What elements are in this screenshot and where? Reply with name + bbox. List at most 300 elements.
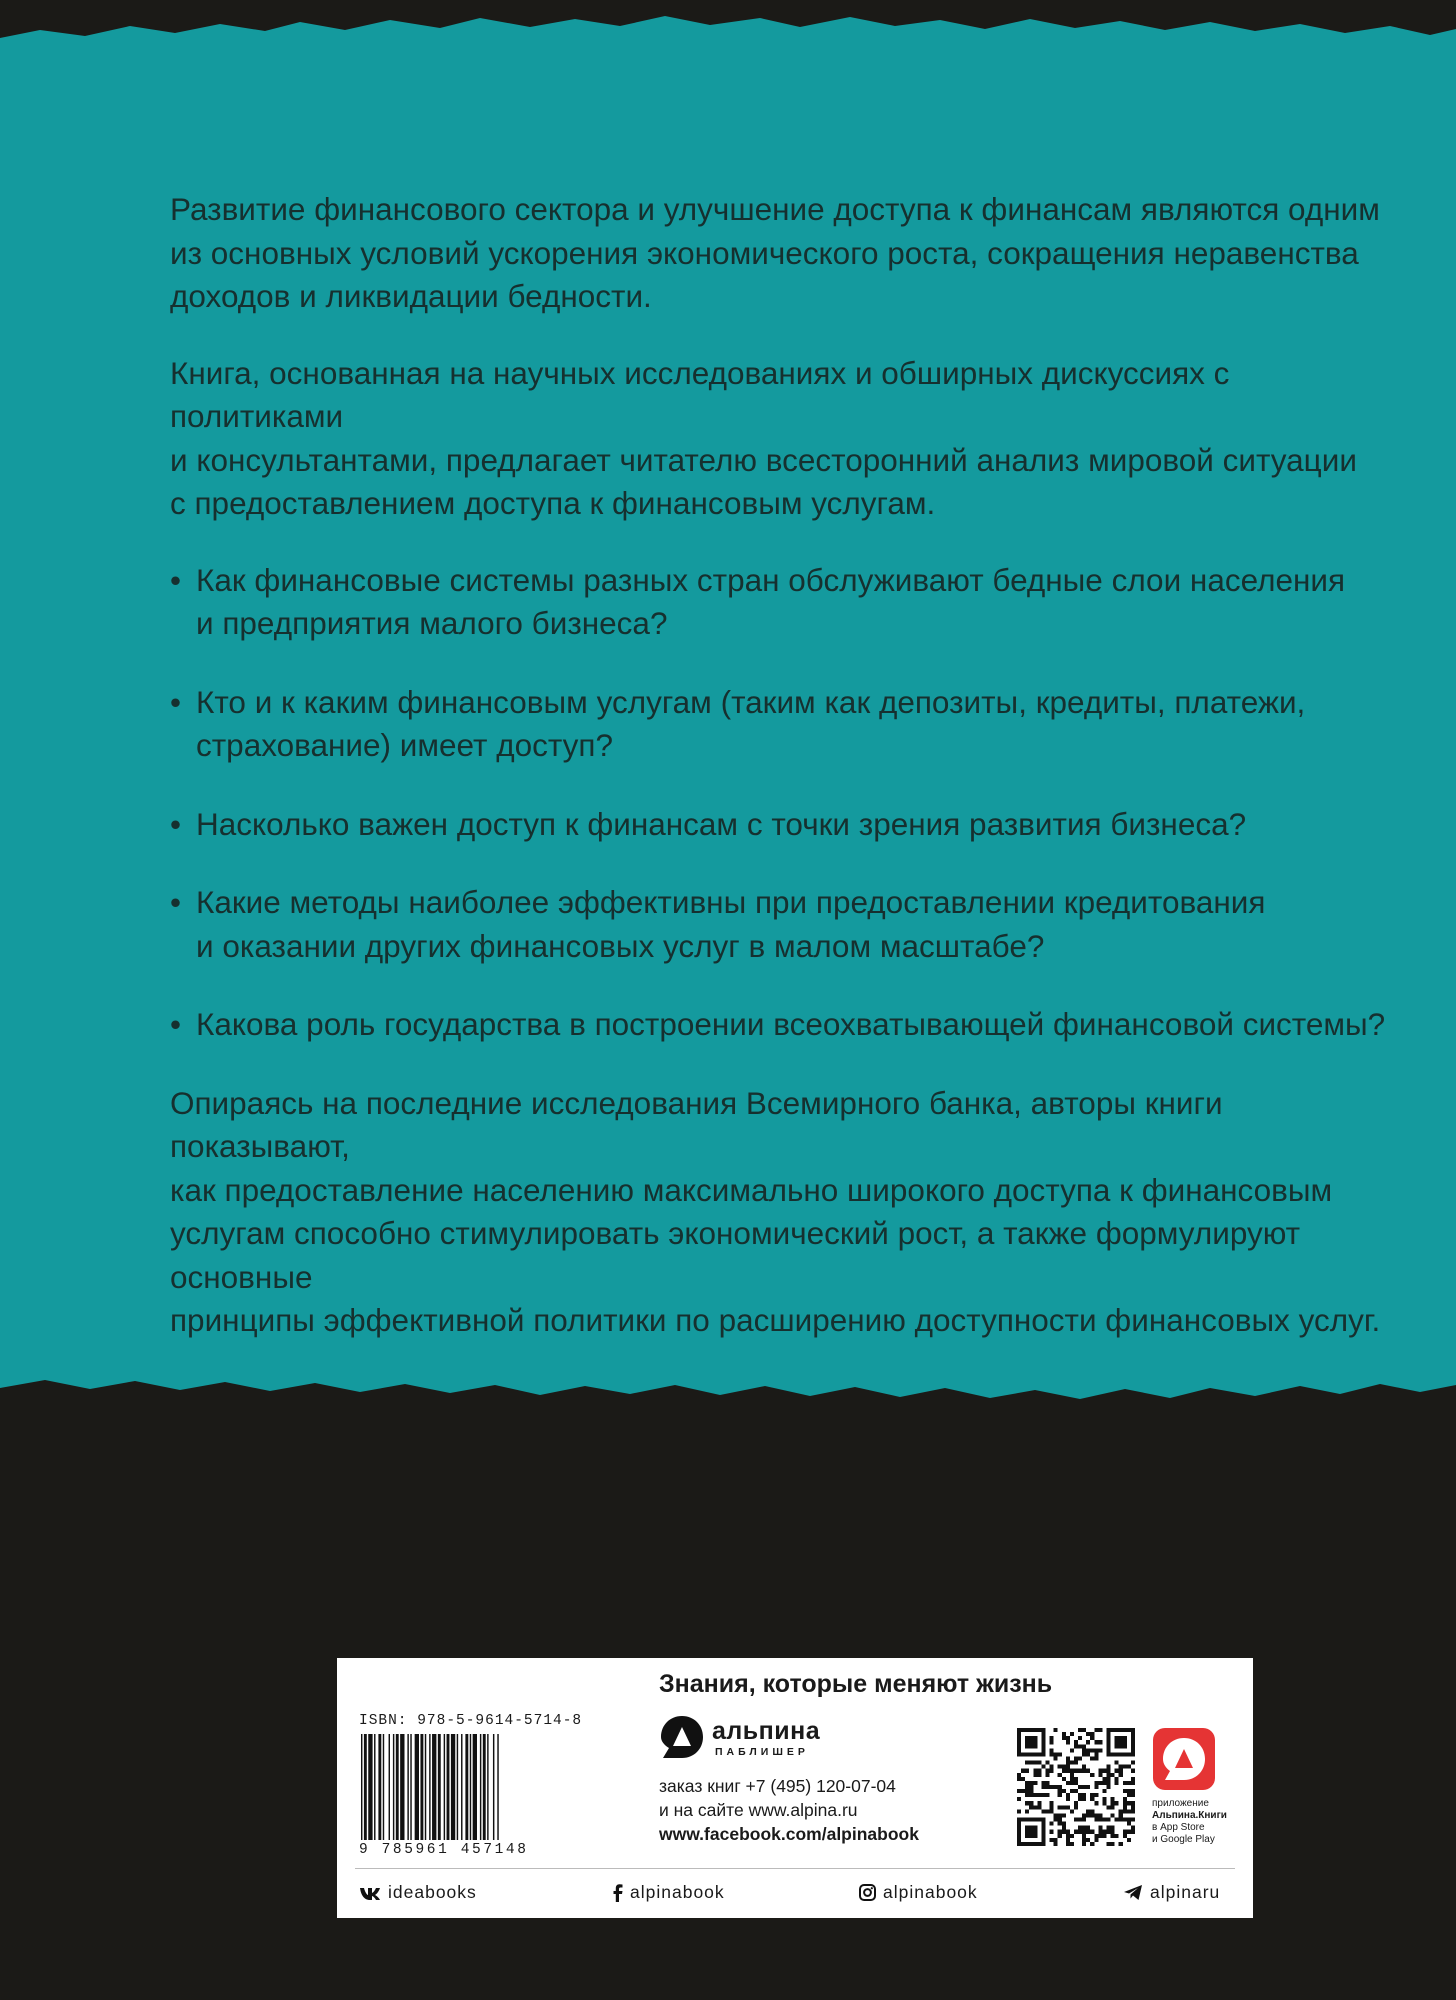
qr-module: [1115, 1781, 1119, 1785]
qr-module: [1029, 1801, 1033, 1805]
social-instagram[interactable]: [859, 1882, 978, 1903]
intro-paragraph: Развитие финансового сектора и улучшение доступа к финансам являются одним из основных условий ускорения экономического роста, сокращения неравенства доходов и ликвидации бедности.: [170, 191, 1380, 314]
qr-module: [1102, 1797, 1106, 1801]
qr-module: [1107, 1728, 1111, 1732]
qr-module: [1054, 1756, 1058, 1760]
qr-module: [1066, 1834, 1070, 1838]
qr-module: [1066, 1781, 1070, 1785]
qr-module: [1082, 1818, 1086, 1822]
qr-module: [1021, 1818, 1025, 1822]
qr-module: [1025, 1781, 1029, 1785]
qr-module: [1102, 1789, 1106, 1793]
barcode-bar: [415, 1734, 419, 1840]
qr-module: [1029, 1830, 1033, 1834]
publisher-slogan: Знания, которые меняют жизнь: [659, 1670, 1053, 1698]
qr-module: [1090, 1793, 1094, 1797]
qr-module: [1123, 1801, 1127, 1805]
qr-module: [1094, 1801, 1098, 1805]
qr-module: [1041, 1834, 1045, 1838]
qr-module: [1123, 1736, 1127, 1740]
qr-module: [1050, 1740, 1054, 1744]
qr-module: [1066, 1765, 1070, 1769]
qr-module: [1131, 1826, 1135, 1830]
qr-module: [1094, 1756, 1098, 1760]
qr-module: [1041, 1809, 1045, 1813]
barcode-bar: [457, 1734, 458, 1840]
qr-module: [1041, 1748, 1045, 1752]
qr-module: [1041, 1728, 1045, 1732]
qr-module: [1090, 1842, 1094, 1846]
qr-module: [1025, 1793, 1029, 1797]
label-divider: [355, 1868, 1235, 1869]
qr-module: [1029, 1789, 1033, 1793]
qr-module: [1098, 1830, 1102, 1834]
qr-module: [1111, 1830, 1115, 1834]
qr-module: [1119, 1809, 1123, 1813]
qr-module: [1107, 1740, 1111, 1744]
qr-module: [1102, 1834, 1106, 1838]
qr-module: [1033, 1842, 1037, 1846]
qr-module: [1078, 1744, 1082, 1748]
qr-module: [1098, 1773, 1102, 1777]
qr-module: [1066, 1769, 1070, 1773]
qr-module: [1098, 1781, 1102, 1785]
qr-module: [1082, 1744, 1086, 1748]
qr-module: [1025, 1830, 1029, 1834]
qr-module: [1094, 1834, 1098, 1838]
qr-module: [1127, 1809, 1131, 1813]
qr-module: [1025, 1769, 1029, 1773]
qr-module: [1070, 1773, 1074, 1777]
qr-module: [1033, 1830, 1037, 1834]
qr-module: [1037, 1769, 1041, 1773]
social-facebook[interactable]: [613, 1882, 725, 1903]
qr-module: [1082, 1797, 1086, 1801]
qr-module: [1107, 1781, 1111, 1785]
qr-module: [1029, 1793, 1033, 1797]
qr-module: [1062, 1830, 1066, 1834]
qr-module: [1082, 1826, 1086, 1830]
qr-module: [1119, 1752, 1123, 1756]
qr-module: [1074, 1761, 1078, 1765]
qr-module: [1131, 1740, 1135, 1744]
barcode-bar: [461, 1734, 462, 1840]
publisher-name: альпина: [712, 1717, 821, 1745]
barcode-bar: [447, 1734, 450, 1840]
question-item: • Кто и к каким финансовым услугам (таким как депозиты, кредиты, платежи, страхование) имеет доступ?: [170, 681, 1390, 768]
qr-module: [1025, 1785, 1029, 1789]
facebook-url: www.facebook.com/alpinabook: [659, 1824, 919, 1844]
barcode-bar: [389, 1734, 390, 1840]
qr-module: [1078, 1728, 1082, 1732]
qr-module: [1115, 1740, 1119, 1744]
barcode-bar: [396, 1734, 399, 1840]
qr-module: [1017, 1744, 1021, 1748]
qr-module: [1045, 1769, 1049, 1773]
qr-module: [1102, 1781, 1106, 1785]
barcode-bar: [493, 1734, 494, 1840]
qr-module: [1037, 1793, 1041, 1797]
qr-module: [1127, 1781, 1131, 1785]
social-telegram[interactable]: [1123, 1882, 1220, 1903]
qr-module: [1062, 1789, 1066, 1793]
qr-module: [1107, 1752, 1111, 1756]
qr-module: [1062, 1732, 1066, 1736]
qr-module: [1131, 1805, 1135, 1809]
qr-module: [1050, 1822, 1054, 1826]
qr-module: [1033, 1834, 1037, 1838]
qr-module: [1090, 1813, 1094, 1817]
qr-module: [1029, 1744, 1033, 1748]
qr-module: [1107, 1748, 1111, 1752]
qr-module: [1050, 1830, 1054, 1834]
qr-module: [1107, 1732, 1111, 1736]
qr-module: [1021, 1752, 1025, 1756]
barcode-bar: [470, 1734, 471, 1840]
qr-module: [1111, 1773, 1115, 1777]
qr-module: [1021, 1728, 1025, 1732]
qr-module: [1115, 1728, 1119, 1732]
qr-module: [1033, 1728, 1037, 1732]
social-telegram-handle: alpinaru: [1150, 1882, 1221, 1902]
barcode-digits: 9 785961 457148: [359, 1842, 529, 1858]
qr-module: [1131, 1801, 1135, 1805]
barcode-bar: [400, 1734, 404, 1840]
qr-module: [1066, 1761, 1070, 1765]
qr-module: [1131, 1728, 1135, 1732]
qr-module: [1062, 1777, 1066, 1781]
qr-module: [1131, 1830, 1135, 1834]
qr-module: [1119, 1744, 1123, 1748]
qr-module: [1082, 1838, 1086, 1842]
alpina-books-app-icon: [1153, 1728, 1215, 1790]
qr-module: [1115, 1777, 1119, 1781]
qr-module: [1074, 1777, 1078, 1781]
qr-module: [1066, 1797, 1070, 1801]
qr-module: [1094, 1740, 1098, 1744]
qr-module: [1033, 1769, 1037, 1773]
qr-module: [1127, 1752, 1131, 1756]
qr-module: [1054, 1818, 1058, 1822]
qr-module: [1066, 1842, 1070, 1846]
qr-module: [1066, 1756, 1070, 1760]
qr-module: [1070, 1769, 1074, 1773]
qr-module: [1107, 1765, 1111, 1769]
qr-module: [1058, 1830, 1062, 1834]
qr-module: [1082, 1830, 1086, 1834]
qr-module: [1107, 1826, 1111, 1830]
qr-module: [1062, 1736, 1066, 1740]
barcode-bar: [368, 1734, 372, 1840]
qr-module: [1017, 1773, 1021, 1777]
qr-module: [1033, 1736, 1037, 1740]
qr-module: [1082, 1765, 1086, 1769]
qr-module: [1045, 1781, 1049, 1785]
qr-module: [1050, 1801, 1054, 1805]
qr-module: [1062, 1822, 1066, 1826]
barcode-bar: [374, 1734, 375, 1840]
qr-module: [1017, 1777, 1021, 1781]
qr-module: [1127, 1728, 1131, 1732]
qr-module: [1078, 1793, 1082, 1797]
qr-module: [1041, 1818, 1045, 1822]
qr-module: [1090, 1830, 1094, 1834]
qr-module: [1070, 1761, 1074, 1765]
qr-module: [1090, 1736, 1094, 1740]
qr-module: [1054, 1838, 1058, 1842]
qr-module: [1041, 1781, 1045, 1785]
qr-module: [1058, 1818, 1062, 1822]
qr-module: [1074, 1801, 1078, 1805]
qr-module: [1041, 1765, 1045, 1769]
qr-module: [1098, 1834, 1102, 1838]
qr-module: [1086, 1740, 1090, 1744]
qr-module: [1017, 1728, 1021, 1732]
qr-module: [1017, 1834, 1021, 1838]
qr-module: [1094, 1752, 1098, 1756]
book-summary-paragraph: Книга, основанная на научных исследованиях и обширных дискуссиях с политиками и консультантами, предлагает читателю всесторонний анализ мировой ситуации с предоставлением доступа к финансовым услугам.: [170, 354, 1357, 521]
qr-module: [1123, 1740, 1127, 1744]
order-site: и на сайте www.alpina.ru: [659, 1800, 858, 1820]
qr-module: [1058, 1805, 1062, 1809]
qr-module: [1078, 1736, 1082, 1740]
qr-module: [1127, 1789, 1131, 1793]
qr-module: [1029, 1752, 1033, 1756]
qr-module: [1090, 1748, 1094, 1752]
qr-module: [1050, 1805, 1054, 1809]
barcode-bar: [420, 1734, 423, 1840]
qr-module: [1070, 1834, 1074, 1838]
qr-module: [1090, 1773, 1094, 1777]
qr-module: [1111, 1813, 1115, 1817]
qr-module: [1017, 1732, 1021, 1736]
telegram-icon: [1123, 1884, 1143, 1901]
qr-module: [1082, 1748, 1086, 1752]
qr-module: [1119, 1773, 1123, 1777]
qr-module: [1111, 1801, 1115, 1805]
question-item: • Насколько важен доступ к финансам с точки зрения развития бизнеса?: [170, 803, 1390, 847]
qr-module: [1119, 1736, 1123, 1740]
qr-module: [1098, 1813, 1102, 1817]
qr-module: [1062, 1765, 1066, 1769]
qr-module: [1074, 1756, 1078, 1760]
qr-module: [1078, 1826, 1082, 1830]
qr-module: [1029, 1805, 1033, 1809]
qr-module: [1050, 1736, 1054, 1740]
barcode-bar: [378, 1734, 381, 1840]
qr-module: [1082, 1769, 1086, 1773]
qr-module: [1123, 1765, 1127, 1769]
qr-module: [1082, 1752, 1086, 1756]
qr-module: [1102, 1801, 1106, 1805]
qr-module: [1078, 1830, 1082, 1834]
qr-module: [1066, 1740, 1070, 1744]
qr-module: [1062, 1769, 1066, 1773]
qr-module: [1123, 1834, 1127, 1838]
qr-module: [1025, 1740, 1029, 1744]
qr-module: [1037, 1805, 1041, 1809]
qr-module: [1131, 1732, 1135, 1736]
qr-module: [1017, 1789, 1021, 1793]
qr-module: [1070, 1777, 1074, 1781]
qr-module: [1025, 1826, 1029, 1830]
qr-module: [1029, 1842, 1033, 1846]
qr-module: [1066, 1838, 1070, 1842]
qr-module: [1041, 1785, 1045, 1789]
qr-module: [1115, 1761, 1119, 1765]
qr-module: [1074, 1744, 1078, 1748]
app-caption-name: Альпина.Книги: [1152, 1810, 1227, 1821]
qr-module: [1131, 1781, 1135, 1785]
app-caption-line: и Google Play: [1152, 1834, 1215, 1845]
qr-module: [1017, 1809, 1021, 1813]
qr-module: [1098, 1826, 1102, 1830]
qr-module: [1086, 1748, 1090, 1752]
qr-module: [1074, 1769, 1078, 1773]
qr-module: [1102, 1818, 1106, 1822]
qr-module: [1017, 1826, 1021, 1830]
qr-module: [1025, 1736, 1029, 1740]
qr-module: [1086, 1826, 1090, 1830]
qr-module: [1078, 1785, 1082, 1789]
qr-module: [1119, 1765, 1123, 1769]
qr-module: [1115, 1818, 1119, 1822]
qr-module: [1131, 1761, 1135, 1765]
barcode-bar: [444, 1734, 445, 1840]
qr-module: [1033, 1761, 1037, 1765]
qr-module: [1127, 1793, 1131, 1797]
qr-module: [1041, 1830, 1045, 1834]
qr-module: [1041, 1826, 1045, 1830]
qr-module: [1021, 1842, 1025, 1846]
qr-module: [1086, 1752, 1090, 1756]
qr-module: [1058, 1834, 1062, 1838]
qr-module: [1033, 1781, 1037, 1785]
qr-module: [1078, 1818, 1082, 1822]
qr-module: [1123, 1781, 1127, 1785]
qr-module: [1045, 1773, 1049, 1777]
qr-module: [1082, 1813, 1086, 1817]
questions-list: [170, 559, 1390, 1047]
qr-module: [1058, 1765, 1062, 1769]
qr-module: [1131, 1809, 1135, 1813]
facebook-icon: [613, 1884, 623, 1902]
app-caption-line: приложение: [1152, 1798, 1209, 1809]
qr-module: [1041, 1744, 1045, 1748]
qr-module: [1131, 1818, 1135, 1822]
barcode-bar: [429, 1734, 430, 1840]
qr-module: [1029, 1818, 1033, 1822]
qr-module: [1115, 1752, 1119, 1756]
qr-module: [1131, 1777, 1135, 1781]
qr-module: [1058, 1773, 1062, 1777]
qr-module: [1074, 1830, 1078, 1834]
qr-module: [1131, 1793, 1135, 1797]
qr-module: [1131, 1789, 1135, 1793]
qr-module: [1078, 1769, 1082, 1773]
back-cover-text: [170, 188, 1390, 1376]
qr-module: [1094, 1838, 1098, 1842]
qr-module: [1123, 1809, 1127, 1813]
qr-module: [1041, 1822, 1045, 1826]
qr-module: [1074, 1805, 1078, 1809]
qr-module: [1070, 1789, 1074, 1793]
barcode-bar: [487, 1734, 488, 1840]
qr-module: [1050, 1769, 1054, 1773]
barcode-bar: [451, 1734, 455, 1840]
qr-module: [1054, 1728, 1058, 1732]
qr-module: [1058, 1793, 1062, 1797]
qr-module: [1041, 1838, 1045, 1842]
qr-module: [1123, 1818, 1127, 1822]
qr-module: [1115, 1736, 1119, 1740]
qr-module: [1017, 1830, 1021, 1834]
qr-module: [1017, 1818, 1021, 1822]
barcode-bar: [361, 1734, 362, 1840]
qr-module: [1025, 1801, 1029, 1805]
qr-module: [1041, 1732, 1045, 1736]
qr-module: [1058, 1813, 1062, 1817]
qr-module: [1054, 1842, 1058, 1846]
qr-module: [1098, 1818, 1102, 1822]
qr-module: [1107, 1785, 1111, 1789]
qr-module: [1131, 1736, 1135, 1740]
qr-module: [1086, 1813, 1090, 1817]
qr-module: [1017, 1822, 1021, 1826]
barcode-bar: [383, 1734, 384, 1840]
qr-module: [1025, 1809, 1029, 1813]
qr-module: [1029, 1728, 1033, 1732]
qr-module: [1111, 1728, 1115, 1732]
qr-module: [1017, 1748, 1021, 1752]
qr-module: [1078, 1756, 1082, 1760]
qr-module: [1033, 1826, 1037, 1830]
social-vk-handle: ideabooks: [388, 1882, 477, 1902]
qr-module: [1029, 1781, 1033, 1785]
order-phone: заказ книг +7 (495) 120-07-04: [659, 1776, 896, 1796]
qr-module: [1086, 1769, 1090, 1773]
qr-module: [1123, 1789, 1127, 1793]
qr-module: [1082, 1834, 1086, 1838]
qr-module: [1029, 1834, 1033, 1838]
qr-module: [1021, 1789, 1025, 1793]
isbn-text: ISBN: 978-5-9614-5714-8: [359, 1713, 583, 1729]
social-vk[interactable]: [359, 1882, 477, 1903]
qr-module: [1062, 1805, 1066, 1809]
qr-module: [1033, 1744, 1037, 1748]
qr-module: [1098, 1748, 1102, 1752]
qr-module: [1029, 1785, 1033, 1789]
qr-module: [1094, 1813, 1098, 1817]
qr-module: [1050, 1838, 1054, 1842]
qr-module: [1025, 1752, 1029, 1756]
qr-module: [1045, 1761, 1049, 1765]
qr-module: [1029, 1736, 1033, 1740]
qr-module: [1111, 1842, 1115, 1846]
question-item: • Какова роль государства в построении всеохватывающей финансовой системы?: [170, 1003, 1390, 1047]
qr-module: [1045, 1793, 1049, 1797]
qr-module: [1033, 1818, 1037, 1822]
qr-module: [1078, 1797, 1082, 1801]
barcode-bar: [483, 1734, 486, 1840]
qr-module: [1102, 1777, 1106, 1781]
qr-module: [1025, 1728, 1029, 1732]
qr-module: [1086, 1809, 1090, 1813]
barcode-bar: [407, 1734, 408, 1840]
qr-module: [1102, 1769, 1106, 1773]
barcode-bar: [425, 1734, 426, 1840]
question-item: • Как финансовые системы разных стран обслуживают бедные слои населения и предприятия малого бизнеса?: [170, 559, 1390, 646]
